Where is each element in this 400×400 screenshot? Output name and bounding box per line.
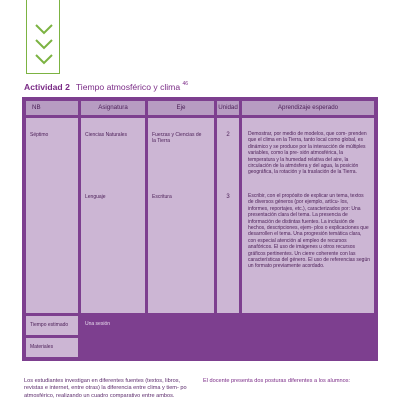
header-eje: Eje <box>148 101 214 115</box>
activity-label: Actividad 2 <box>24 82 70 92</box>
eje-row-1: Fuerzas y Ciencias de la Tierra <box>152 132 202 145</box>
materiales-value <box>81 338 374 357</box>
decorative-chevron-box <box>26 0 60 74</box>
activity-table <box>22 97 378 361</box>
activity-title: Tiempo atmosférico y clima <box>75 82 181 92</box>
intro-paragraph: Los estudiantes investigan en diferentes fuentes (textos, libros, revistas e internet, entre otras) la diferencia entre clima y tiem- po atmosférico, realizando un cuadro comparativo entre ambos. <box>24 378 187 399</box>
aprendizaje-column <box>242 118 374 313</box>
asignatura-column <box>81 118 145 313</box>
header-nb: NB <box>26 101 78 115</box>
header-unidad: Unidad <box>217 101 239 115</box>
tiempo-label: Tiempo estimado <box>26 316 78 335</box>
aprendizaje-row-2: Escribir, con el propósito de explicar un tema, textos de diversos géneros (por ejemplo, artícu- los, informes, reportajes, etc.), caracterizados por: Una presentación clara del tema. La presencia de información de distintas fuentes. La inclusión de hechos, descripciones, ejem- plos o explicaciones que desarrollen el tema. Una progresión temática clara, con especial atención al empleo de recursos anafóricos. El uso de imágenes u otros recursos gráficos pertinentes. Un cierre coherente con las características del género. El uso de referencias según un formato previamente acordado. <box>248 193 371 270</box>
teacher-paragraph: El docente presenta dos posturas diferentes a los alumnos: <box>203 378 351 384</box>
level-cell: Séptimo <box>26 118 78 313</box>
chevron-down-icon <box>36 40 52 48</box>
asignatura-row-1: Ciencias Naturales <box>85 132 127 138</box>
chevron-down-icon <box>36 55 52 63</box>
activity-heading <box>24 82 188 92</box>
aprendizaje-row-1: Demostrar, por medio de modelos, que com- prenden que el clima en la Tierra, tanto local como global, es dinámico y se produce por la interacción de múltiples variables, como la pre- sión atmosférica, la temperatura y la humedad relativa del aire, la circulación de la atmósfera y del agua, la posición geográfica, la rotación y la traslación de la Tierra. <box>248 131 367 176</box>
unidad-row-2: 3 <box>226 194 230 200</box>
chevrons-group <box>34 22 54 70</box>
materiales-label: Materiales <box>26 338 78 357</box>
asignatura-row-2: Lenguaje <box>85 194 106 200</box>
tiempo-value: Una sesión <box>81 316 374 335</box>
header-aprendizaje: Aprendizaje esperado <box>242 101 374 115</box>
unidad-row-1: 2 <box>226 132 230 138</box>
unidad-column <box>217 118 239 313</box>
eje-row-2: Escritura <box>152 194 172 200</box>
footnote-ref: 46 <box>182 81 189 87</box>
chevron-down-icon <box>36 25 52 33</box>
header-asignatura: Asignatura <box>81 101 145 115</box>
eje-column <box>148 118 214 313</box>
